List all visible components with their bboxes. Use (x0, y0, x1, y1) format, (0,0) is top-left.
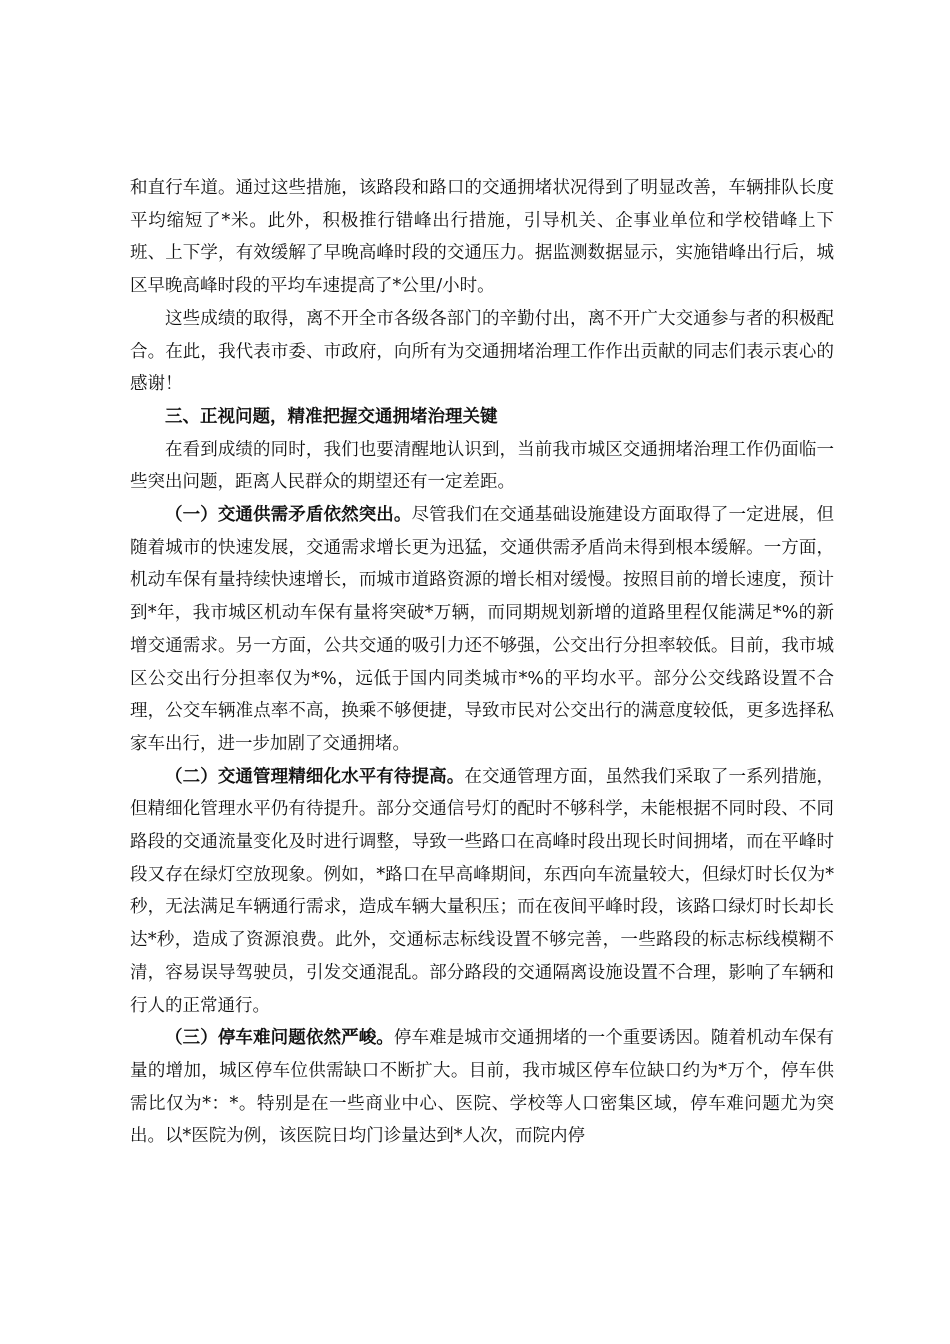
subheading-lead: （二）交通管理精细化水平有待提高。 (165, 766, 465, 787)
section-heading (130, 401, 834, 434)
paragraph-continuation (130, 172, 834, 303)
subheading-lead: （一）交通供需矛盾依然突出。 (165, 505, 412, 526)
paragraph-intro (130, 434, 834, 499)
paragraph-text: 尽管我们在交通基础设施建设方面取得了一定进展，但随着城市的快速发展，交通需求增长更为迅猛，交通供需矛盾尚未得到根本缓解。一方面，机动车保有量持续快速增长，而城市道路资源的增长相对缓慢。按照目前的增长速度，预计到*年，我市城区机动车保有量将突破*万辆，而同期规划新增的道路里程仅能满足*%的新增交通需求。另一方面，公共交通的吸引力还不够强，公交出行分担率较低。目前，我市城区公交出行分担率仅为*%，远低于国内同类城市*%的平均水平。部分公交线路设置不合理，公交车辆准点率不高，换乘不够便捷，导致市民对公交出行的满意度较低，更多选择私家车出行，进一步加剧了交通拥堵。 (130, 505, 835, 754)
paragraph-management (130, 761, 834, 1023)
section-heading-text: 三、正视问题，精准把握交通拥堵治理关键 (165, 406, 498, 427)
subheading-lead: （三）停车难问题依然严峻。 (165, 1028, 394, 1049)
paragraph-thanks (130, 303, 834, 401)
document-body (130, 172, 834, 1153)
paragraph-text: 这些成绩的取得，离不开全市各级各部门的辛勤付出，离不开广大交通参与者的积极配合。在此，我代表市委、市政府，向所有为交通拥堵治理工作作出贡献的同志们表示衷心的感谢！ (130, 308, 834, 395)
paragraph-parking (130, 1022, 834, 1153)
paragraph-text: 和直行车道。通过这些措施，该路段和路口的交通拥堵状况得到了明显改善，车辆排队长度平均缩短了*米。此外，积极推行错峰出行措施，引导机关、企事业单位和学校错峰上下班、上下学，有效缓解了早晚高峰时段的交通压力。据监测数据显示，实施错峰出行后，城区早晚高峰时段的平均车速提高了*公里/小时。 (130, 178, 834, 297)
paragraph-text: 停车难是城市交通拥堵的一个重要诱因。随着机动车保有量的增加，城区停车位供需缺口不断扩大。目前，我市城区停车位缺口约为*万个，停车供需比仅为*：*。特别是在一些商业中心、医院、学校等人口密集区域，停车难问题尤为突出。以*医院为例，该医院日均门诊量达到*人次，而院内停 (130, 1028, 834, 1147)
paragraph-text: 在交通管理方面，虽然我们采取了一系列措施，但精细化管理水平仍有待提升。部分交通信号灯的配时不够科学，未能根据不同时段、不同路段的交通流量变化及时进行调整，导致一些路口在高峰时段出现长时间拥堵，而在平峰时段又存在绿灯空放现象。例如，*路口在早高峰期间，东西向车流量较大，但绿灯时长仅为*秒，无法满足车辆通行需求，造成车辆大量积压；而在夜间平峰时段，该路口绿灯时长却长达*秒，造成了资源浪费。此外，交通标志标线设置不够完善，一些路段的标志标线模糊不清，容易误导驾驶员，引发交通混乱。部分路段的交通隔离设施设置不合理，影响了车辆和行人的正常通行。 (130, 766, 835, 1016)
paragraph-supply-demand (130, 499, 834, 761)
paragraph-text: 在看到成绩的同时，我们也要清醒地认识到，当前我市城区交通拥堵治理工作仍面临一些突出问题，距离人民群众的期望还有一定差距。 (130, 439, 834, 493)
